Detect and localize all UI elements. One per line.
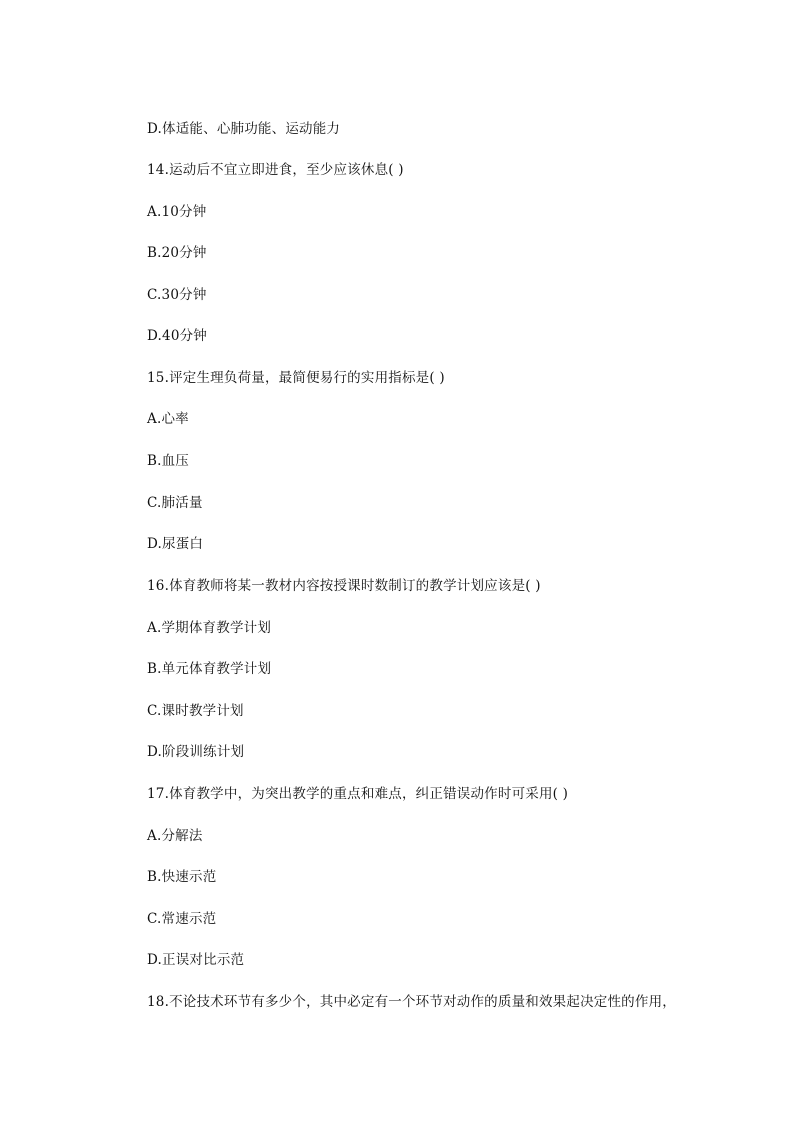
option-c-q15: C.肺活量	[147, 495, 203, 511]
option-c-q16: C.课时教学计划	[147, 703, 244, 719]
option-b-q14: B.20分钟	[147, 245, 207, 261]
option-d-q15: D.尿蛋白	[147, 536, 204, 552]
question-15: 15.评定生理负荷量，最简便易行的实用指标是( )	[147, 370, 445, 386]
option-b-q16: B.单元体育教学计划	[147, 661, 272, 677]
question-16: 16.体育教师将某一教材内容按授课时数制订的教学计划应该是( )	[147, 578, 541, 594]
question-14: 14.运动后不宜立即进食，至少应该休息( )	[147, 162, 404, 178]
option-c-q17: C.常速示范	[147, 911, 217, 927]
option-a-q15: A.心率	[147, 411, 189, 427]
option-b-q17: B.快速示范	[147, 869, 217, 885]
option-d-q16: D.阶段训练计划	[147, 744, 245, 760]
option-d-q13: D.体适能、心肺功能、运动能力	[147, 121, 341, 137]
option-a-q14: A.10分钟	[147, 204, 207, 220]
option-a-q16: A.学期体育教学计划	[147, 620, 272, 636]
question-18: 18.不论技术环节有多少个，其中必定有一个环节对动作的质量和效果起决定性的作用，	[147, 994, 676, 1010]
question-17: 17.体育教学中，为突出教学的重点和难点，纠正错误动作时可采用( )	[147, 786, 569, 802]
option-a-q17: A.分解法	[147, 828, 203, 844]
option-c-q14: C.30分钟	[147, 287, 207, 303]
option-d-q14: D.40分钟	[147, 328, 208, 344]
option-b-q15: B.血压	[147, 453, 190, 469]
option-d-q17: D.正误对比示范	[147, 952, 245, 968]
